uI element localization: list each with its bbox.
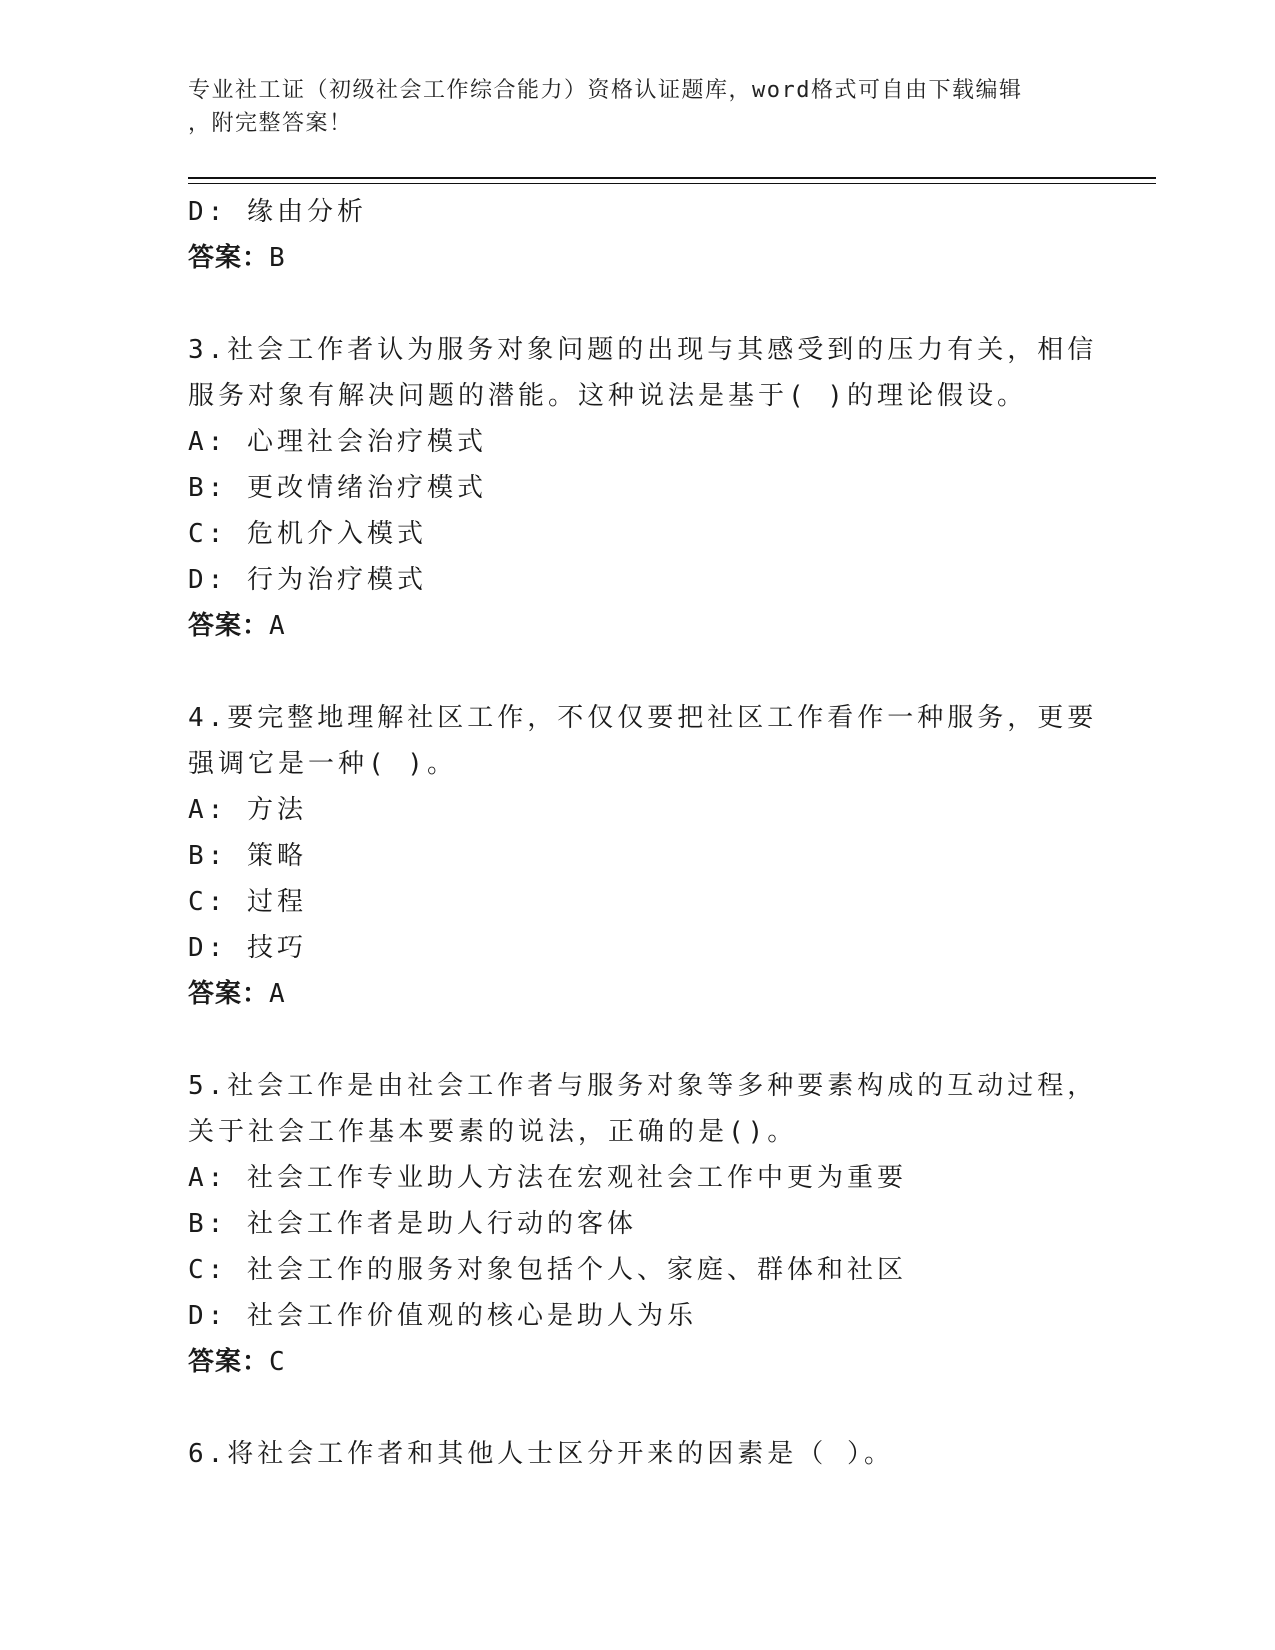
answer-value: A [269,979,286,1009]
option-b: B: 更改情绪治疗模式 [188,473,487,503]
header-divider-thin [188,183,1156,184]
question-text-line: 强调它是一种( )。 [188,749,457,779]
option-d: D: 技巧 [188,933,307,963]
option-d: D: 行为治疗模式 [188,565,427,595]
question-text-line: 4.要完整地理解社区工作，不仅仅要把社区工作看作一种服务，更要 [188,703,1098,733]
spacer [188,1017,1088,1063]
answer-label: 答案： [188,1347,270,1377]
option-b: B: 社会工作者是助人行动的客体 [188,1209,637,1239]
header-title-line-2: ，附完整答案！ [188,111,353,136]
option-c: C: 社会工作的服务对象包括个人、家庭、群体和社区 [188,1255,907,1285]
option-c: C: 过程 [188,887,307,917]
question-text-line: 3.社会工作者认为服务对象问题的出现与其感受到的压力有关，相信 [188,335,1098,365]
document-header [188,74,1088,140]
question-list [188,189,1098,1477]
answer-line [188,235,1088,281]
question-text-line: 5.社会工作是由社会工作者与服务对象等多种要素构成的互动过程， [188,1071,1098,1101]
question-6 [188,1431,1088,1477]
answer-line [188,1339,1088,1385]
header-divider-thick [188,177,1156,179]
question-4 [188,695,1098,1017]
question-text-line: 6.将社会工作者和其他人士区分开来的因素是（ ）。 [188,1439,894,1469]
header-title-line-1: 专业社工证（初级社会工作综合能力）资格认证题库，word格式可自由下载编辑 [188,78,1023,103]
answer-label: 答案： [188,243,270,273]
spacer [188,1385,1088,1431]
option-a: A: 心理社会治疗模式 [188,427,487,457]
option-b: B: 策略 [188,841,307,871]
option-a: A: 方法 [188,795,307,825]
spacer [188,649,1088,695]
answer-line [188,971,1088,1017]
question-5 [188,1063,1098,1385]
question-text-line: 服务对象有解决问题的潜能。这种说法是基于( )的理论假设。 [188,381,1027,411]
option-a: A: 社会工作专业助人方法在宏观社会工作中更为重要 [188,1163,907,1193]
question-3 [188,327,1098,649]
answer-value: C [269,1347,286,1377]
option-c: C: 危机介入模式 [188,519,427,549]
option-d: D: 缘由分析 [188,197,367,227]
answer-value: B [269,243,286,273]
answer-value: A [269,611,286,641]
answer-label: 答案： [188,979,270,1009]
answer-line [188,603,1088,649]
spacer [188,281,1088,327]
answer-label: 答案： [188,611,270,641]
option-d: D: 社会工作价值观的核心是助人为乐 [188,1301,697,1331]
question-text-line: 关于社会工作基本要素的说法，正确的是()。 [188,1117,798,1147]
